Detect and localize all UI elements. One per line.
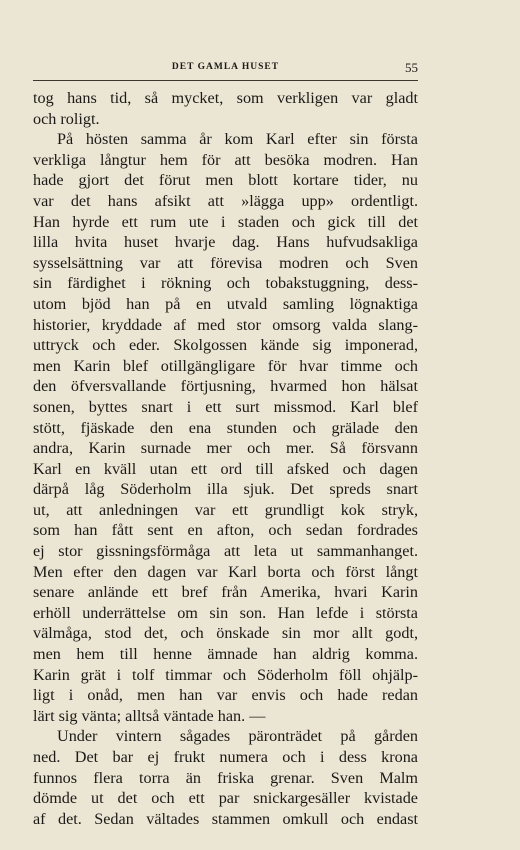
page-header <box>33 62 418 78</box>
header-rule <box>33 80 418 81</box>
text-line: verkliga långtur hem för att besöka modren. Han <box>33 150 418 169</box>
text-line: sin färdighet i rökning och tobakstuggning, dess- <box>33 274 418 293</box>
text-line: erhöll underrättelse om sin son. Han lefde i största <box>33 603 418 622</box>
text-line: andra, Karin surnade mer och mer. Så försvann <box>33 439 418 458</box>
body-text <box>33 88 418 829</box>
text-line: men Karin blef otillgängligare för hvar timme och <box>33 356 418 375</box>
text-line: lilla hvita huset hvarje dag. Hans hufvudsakliga <box>33 233 418 252</box>
text-line: Han hyrde ett rum ute i staden och gick till det <box>33 212 418 231</box>
text-line: hade gjort det förut men blott kortare tider, nu <box>33 171 418 190</box>
text-line: På hösten samma år kom Karl efter sin första <box>57 130 418 149</box>
running-title: DET GAMLA HUSET <box>171 62 280 72</box>
text-line: senare anlände ett bref från Amerika, hvari Karin <box>33 583 418 602</box>
text-line: därpå låg Söderholm illa sjuk. Det spreds snart <box>33 480 418 499</box>
text-line: Karin grät i tolf timmar och Söderholm föll ohjälp- <box>33 665 418 684</box>
text-line: historier, kryddade af med stor omsorg valda slang- <box>33 315 418 334</box>
text-line: som han fått sent en afton, och sedan fordrades <box>33 521 418 540</box>
text-line: uttryck och eder. Skolgossen kände sig imponerad, <box>33 336 418 355</box>
text-line: stött, fjäskade den ena stunden och grälade den <box>33 418 418 437</box>
text-line: ligt i onåd, men han var envis och hade redan <box>33 686 418 705</box>
text-line: välmåga, stod det, och önskade sin mor allt godt, <box>33 624 418 643</box>
text-line: utom bjöd han på en utvald samling lögnaktiga <box>33 294 418 313</box>
text-line: tog hans tid, så mycket, som verkligen var gladt <box>33 89 418 107</box>
text-line: dömde ut det och ett par snickargesäller kvistade <box>33 789 418 808</box>
text-line: ut, att anledningen var ett grundligt kok stryk, <box>33 500 418 519</box>
text-line: och roligt. <box>33 109 100 128</box>
text-line: ej stor gissningsförmåga att leta ut sammanhanget. <box>33 542 418 561</box>
text-line: Under vintern sågades päronträdet på gården <box>57 727 418 746</box>
text-line: ned. Det bar ej frukt numera och i dess krona <box>33 748 418 766</box>
page-number: 55 <box>405 60 418 75</box>
text-line: sysselsättning var att förevisa modren och Sven <box>33 253 418 272</box>
text-line: af det. Sedan vältades stammen omkull och endast <box>33 809 418 828</box>
text-line: funnos flera torra än friska grenar. Sven Malm <box>33 768 418 787</box>
text-line: var det hans afsikt att »lägga upp» ordentligt. <box>33 191 418 210</box>
text-line: Men efter den dagen var Karl borta och först långt <box>33 562 418 581</box>
text-line: lärt sig vänta; alltså väntade han. — <box>33 706 266 725</box>
text-line: den öfversvallande förtjusning, hvarmed hon hälsat <box>33 377 418 396</box>
text-line: Karl en kväll utan ett ord till afsked och dagen <box>33 459 418 478</box>
text-line: sonen, byttes snart i ett surt missmod. Karl blef <box>33 397 418 416</box>
text-line: men hem till henne ämnade han aldrig komma. <box>33 645 418 664</box>
